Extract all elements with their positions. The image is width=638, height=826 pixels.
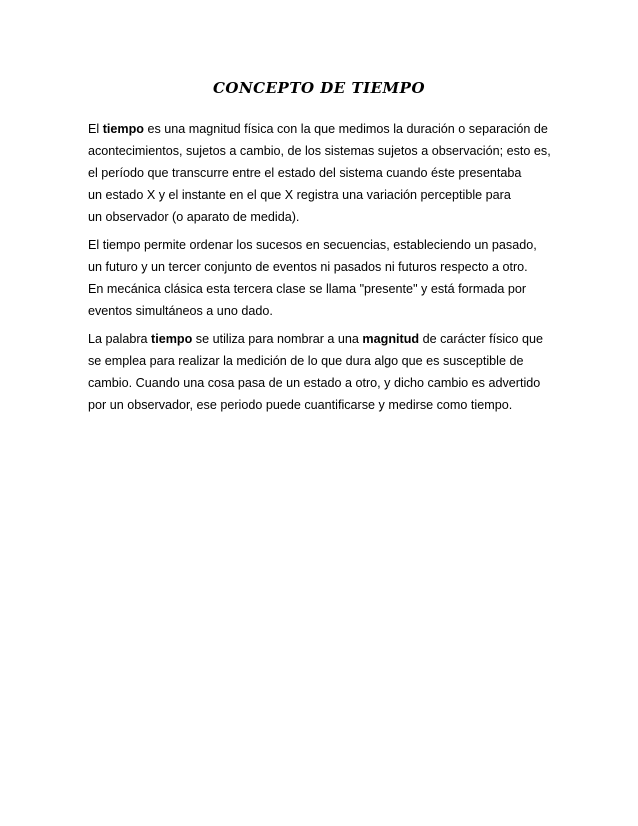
paragraph-2 xyxy=(88,234,558,322)
paragraph-1 xyxy=(88,118,558,228)
paragraph-2-line-3: En mecánica clásica esta tercera clase se llama "presente" y está formada por xyxy=(88,282,527,296)
paragraph-2-line-4: eventos simultáneos a uno dado. xyxy=(88,304,273,318)
text-run: se utiliza para nombrar a una xyxy=(192,332,363,346)
paragraph-3-line-3: cambio. Cuando una cosa pasa de un estado a otro, y dicho cambio es advertido xyxy=(88,376,541,390)
paragraph-2-line-2: un futuro y un tercer conjunto de eventos ni pasados ni futuros respecto a otro. xyxy=(88,260,528,274)
paragraph-1-line-1 xyxy=(88,118,558,140)
paragraph-1-line-2: acontecimientos, sujetos a cambio, de los sistemas sujetos a observación; esto es, xyxy=(88,144,551,158)
bold-term-tiempo: tiempo xyxy=(151,332,193,346)
document-body xyxy=(88,118,558,422)
paragraph-1-line-3: el período que transcurre entre el estado del sistema cuando éste presentaba xyxy=(88,166,522,180)
text-run: La palabra xyxy=(88,332,152,346)
document-title: CONCEPTO DE TIEMPO xyxy=(212,79,426,97)
paragraph-3 xyxy=(88,328,558,416)
text-run: El xyxy=(88,122,103,136)
paragraph-3-line-4: por un observador, ese periodo puede cuantificarse y medirse como tiempo. xyxy=(88,398,513,412)
paragraph-3-line-2: se emplea para realizar la medición de lo que dura algo que es susceptible de xyxy=(88,354,524,368)
text-run: de carácter físico que xyxy=(419,332,543,346)
text-run: es una magnitud física con la que medimos la duración o separación de xyxy=(143,122,548,136)
paragraph-1-line-4: un estado X y el instante en el que X registra una variación perceptible para xyxy=(88,188,511,202)
bold-term-magnitud: magnitud xyxy=(362,332,420,346)
paragraph-3-line-1 xyxy=(88,328,558,350)
bold-term-tiempo: tiempo xyxy=(102,122,144,136)
paragraph-2-line-1: El tiempo permite ordenar los sucesos en secuencias, estableciendo un pasado, xyxy=(88,238,537,252)
paragraph-1-line-5: un observador (o aparato de medida). xyxy=(88,210,300,224)
